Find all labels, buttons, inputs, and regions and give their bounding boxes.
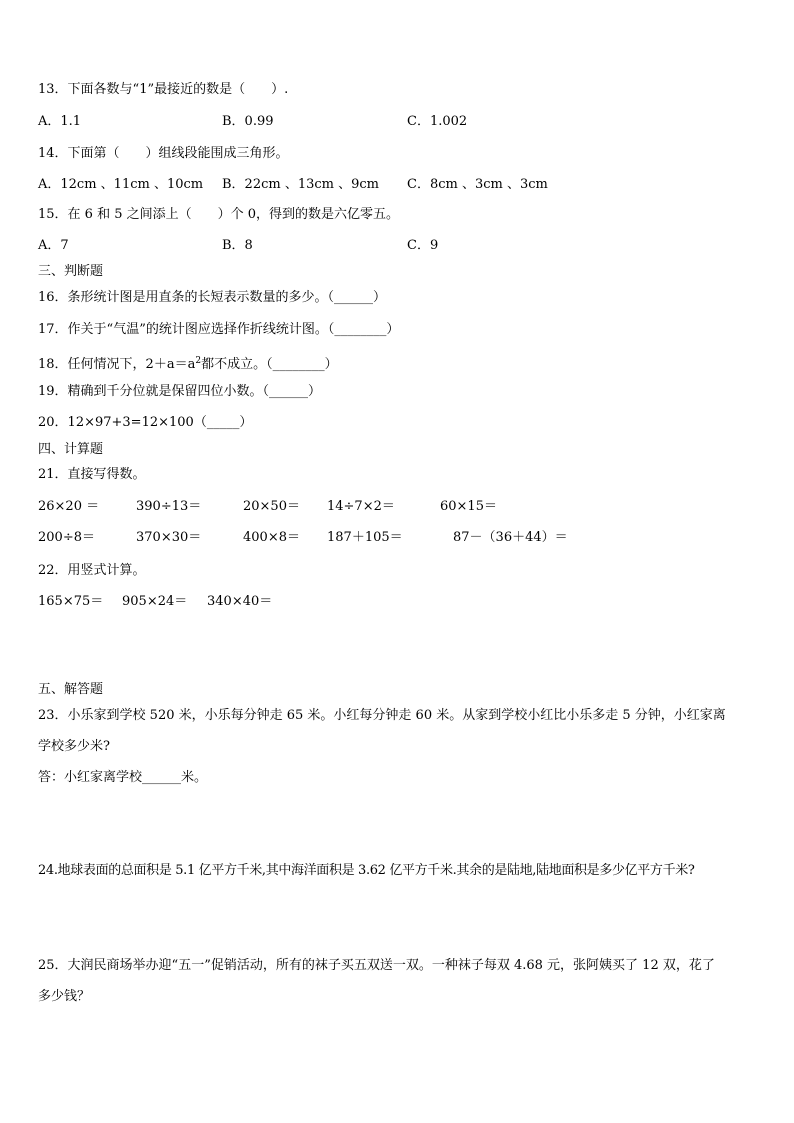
question-25-line1: 25．大润民商场举办迎“五一”促销活动，所有的袜子买五双送一双。一种袜子每双 4.68 元，张阿姨买了 12 双，花了 xyxy=(38,958,715,973)
q13-option-a: A．1.1 xyxy=(38,114,82,129)
q14-option-c: C．8cm 、3cm 、3cm xyxy=(407,177,548,192)
section-heading-5: 五、解答题 xyxy=(38,682,104,697)
question-23-answer: 答：小红家离学校______米。 xyxy=(38,770,208,785)
question-15: 15．在 6 和 5 之间添上（ ）个 0，得到的数是六亿零五。 xyxy=(38,207,400,222)
q18-superscript: 2 xyxy=(195,356,202,366)
question-17: 17．作关于“气温”的统计图应选择作折线统计图。（________） xyxy=(38,322,400,337)
q21-item: 26×20 ＝ xyxy=(38,499,100,514)
q18-prefix: 18．任何情况下，2＋a＝a xyxy=(38,357,196,372)
q21-item: 60×15＝ xyxy=(440,499,497,514)
q21-item: 14÷7×2＝ xyxy=(327,499,395,514)
question-13: 13．下面各数与“1”最接近的数是（ ）. xyxy=(38,82,289,97)
q15-option-c: C．9 xyxy=(407,238,439,253)
q21-item: 20×50＝ xyxy=(243,499,300,514)
q22-item: 340×40＝ xyxy=(207,594,273,609)
q21-item: 400×8＝ xyxy=(243,530,300,545)
q22-item: 905×24＝ xyxy=(122,594,188,609)
question-18 xyxy=(38,352,338,374)
question-23-line1: 23．小乐家到学校 520 米，小乐每分钟走 65 米。小红每分钟走 60 米。从家到学校小红比小乐多走 5 分钟，小红家离 xyxy=(38,708,726,723)
q15-option-b: B．8 xyxy=(222,238,253,253)
q18-suffix: 都不成立。（________） xyxy=(201,357,338,372)
question-14: 14．下面第（ ）组线段能围成三角形。 xyxy=(38,146,289,161)
q21-item: 370×30＝ xyxy=(136,530,202,545)
question-16: 16．条形统计图是用直条的长短表示数量的多少。（______） xyxy=(38,290,387,305)
question-25-line2: 多少钱？ xyxy=(38,989,91,1004)
q14-option-a: A．12cm 、11cm 、10cm xyxy=(38,177,204,192)
q13-option-c: C．1.002 xyxy=(407,114,468,129)
question-24: 24.地球表面的总面积是 5.1 亿平方千米,其中海洋面积是 3.62 亿平方千米.其余的是陆地,陆地面积是多少亿平方千米? xyxy=(38,863,695,878)
q22-item: 165×75＝ xyxy=(38,594,104,609)
section-heading-4: 四、计算题 xyxy=(38,442,104,457)
question-20: 20．12×97+3=12×100（_____） xyxy=(38,415,253,430)
q21-item: 187＋105＝ xyxy=(327,530,403,545)
q15-option-a: A．7 xyxy=(38,238,69,253)
q14-option-b: B．22cm 、13cm 、9cm xyxy=(222,177,379,192)
question-23-line2: 学校多少米? xyxy=(38,739,110,754)
q13-option-b: B．0.99 xyxy=(222,114,274,129)
q21-item: 390÷13＝ xyxy=(136,499,202,514)
question-19: 19．精确到千分位就是保留四位小数。（______） xyxy=(38,384,322,399)
question-22-title: 22．用竖式计算。 xyxy=(38,563,146,578)
q21-item: 87－（36＋44）＝ xyxy=(453,530,568,545)
q21-item: 200÷8＝ xyxy=(38,530,95,545)
section-heading-3: 三、判断题 xyxy=(38,264,104,279)
question-21-title: 21．直接写得数。 xyxy=(38,467,146,482)
